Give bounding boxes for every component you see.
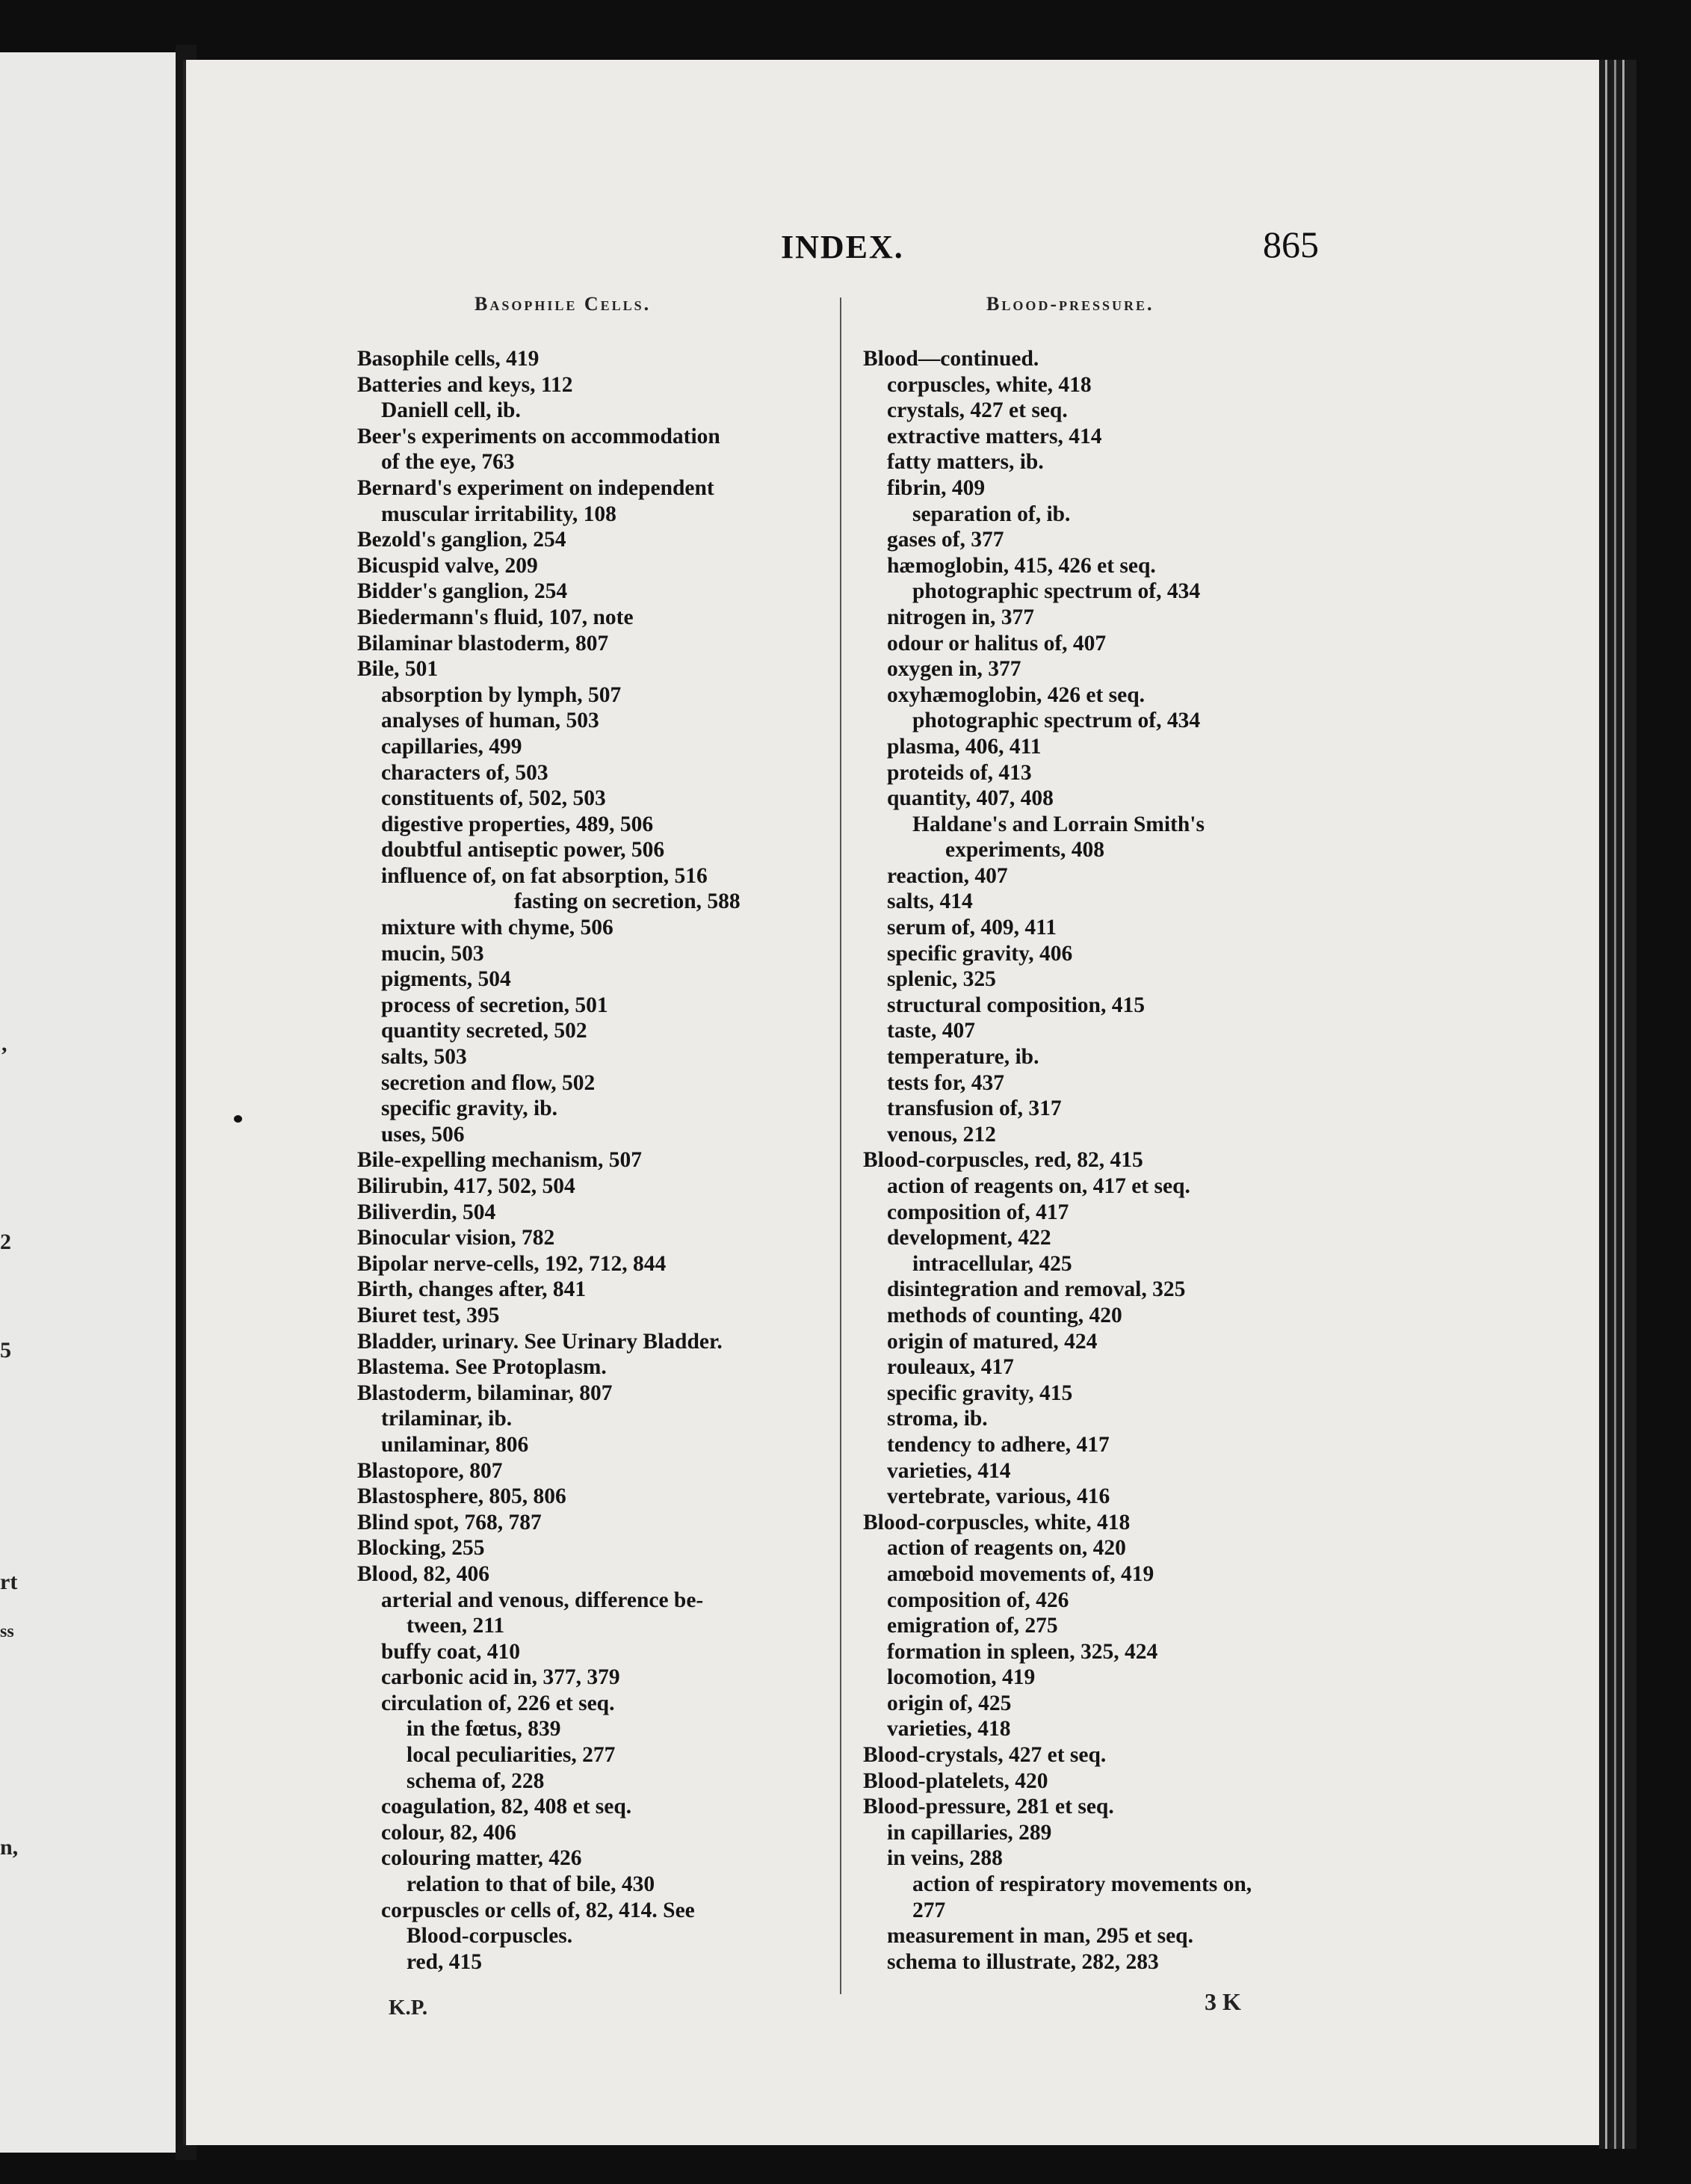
right-index-entry: photographic spectrum of, 434 [912,579,1201,604]
left-index-entry: mixture with chyme, 506 [381,916,613,940]
left-index-entry: Blocking, 255 [357,1536,485,1561]
right-index-entry: composition of, 417 [887,1200,1069,1224]
right-index-entry: development, 422 [887,1226,1051,1250]
left-index-entry: Blood, 82, 406 [357,1561,490,1586]
left-index-entry: arterial and venous, difference be- [381,1588,704,1612]
left-index-entry: Blood-corpuscles. [406,1924,573,1949]
previous-page-fragment: 5 [0,1338,11,1363]
left-index-entry: Bipolar nerve-cells, 192, 712, 844 [357,1251,667,1276]
left-index-entry: process of secretion, 501 [381,993,608,1017]
right-index-entry: methods of counting, 420 [887,1303,1122,1327]
right-index-entry: photographic spectrum of, 434 [912,709,1201,733]
right-index-entry: separation of, ib. [912,502,1071,526]
left-index-entry: Bernard's experiment on independent [357,475,714,500]
left-index-entry: Bidder's ganglion, 254 [357,579,568,604]
right-index-entry: amœboid movements of, 419 [887,1561,1154,1586]
left-index-entry: Bladder, urinary. See Urinary Bladder. [357,1329,723,1354]
previous-page-edge [0,52,176,2153]
right-index-entry: structural composition, 415 [887,993,1145,1017]
right-index-entry: action of respiratory movements on, [912,1872,1252,1897]
right-index-entry: gases of, 377 [887,528,1004,552]
right-index-entry: stroma, ib. [887,1407,988,1431]
left-index-entry: Blastosphere, 805, 806 [357,1484,566,1509]
right-index-entry: temperature, ib. [887,1045,1039,1070]
left-index-entry: Bilaminar blastoderm, 807 [357,631,609,655]
left-index-entry: Blind spot, 768, 787 [357,1510,542,1534]
right-index-entry: salts, 414 [887,889,973,914]
page-header-title: INDEX. [781,229,904,265]
right-index-entry: action of reagents on, 417 et seq. [887,1174,1190,1198]
left-index-entry: Bilirubin, 417, 502, 504 [357,1174,575,1198]
left-index-entry: uses, 506 [381,1122,465,1147]
footer-signature-right: 3 K [1205,1988,1241,2015]
left-index-entry: fasting on secretion, 588 [514,889,741,914]
left-index-entry: muscular irritability, 108 [381,502,616,526]
left-index-entry: Binocular vision, 782 [357,1226,555,1250]
right-index-column [863,346,1341,1975]
right-index-entry: experiments, 408 [945,838,1105,863]
left-index-entry: Bicuspid valve, 209 [357,553,538,578]
right-index-entry: extractive matters, 414 [887,424,1102,448]
right-index-entry: locomotion, 419 [887,1665,1036,1690]
right-index-entry: hæmoglobin, 415, 426 et seq. [887,553,1156,578]
left-index-entry: unilaminar, 806 [381,1432,529,1457]
right-index-entry: schema to illustrate, 282, 283 [887,1949,1159,1974]
left-index-entry: analyses of human, 503 [381,709,599,733]
left-index-entry: trilaminar, ib. [381,1407,513,1431]
left-index-entry: circulation of, 226 et seq. [381,1691,615,1715]
left-index-entry: mucin, 503 [381,941,484,966]
right-index-entry: serum of, 409, 411 [887,916,1057,940]
right-index-entry: reaction, 407 [887,863,1008,888]
left-index-entry: of the eye, 763 [381,450,515,475]
footer-signature-left: K.P. [389,1996,428,2020]
previous-page-fragment: rt [0,1570,18,1594]
page-number: 865 [1263,223,1319,265]
left-index-entry: Bezold's ganglion, 254 [357,528,566,552]
left-index-entry: absorption by lymph, 507 [381,682,622,707]
right-index-entry: corpuscles, white, 418 [887,372,1092,397]
right-index-entry: origin of matured, 424 [887,1329,1098,1354]
left-index-entry: characters of, 503 [381,760,548,785]
column-divider [840,297,841,1994]
left-index-entry: quantity secreted, 502 [381,1019,587,1043]
right-index-entry: emigration of, 275 [887,1614,1058,1638]
previous-page-fragment: ss [0,1622,14,1641]
left-index-entry: doubtful antiseptic power, 506 [381,838,665,863]
right-index-entry: oxyhæmoglobin, 426 et seq. [887,682,1146,707]
left-index-entry: carbonic acid in, 377, 379 [381,1665,620,1690]
right-index-entry: composition of, 426 [887,1588,1069,1612]
right-index-entry: specific gravity, 406 [887,941,1073,966]
right-index-entry: Blood—continued. [863,347,1039,371]
right-index-entry: plasma, 406, 411 [887,734,1042,759]
left-index-entry: schema of, 228 [406,1768,545,1793]
left-index-entry: Blastopore, 807 [357,1458,503,1483]
right-index-entry: fatty matters, ib. [887,450,1044,475]
left-column-heading: Basophile Cells. [474,293,652,315]
right-index-entry: tendency to adhere, 417 [887,1432,1110,1457]
previous-page-fragment: n, [0,1835,19,1860]
left-index-entry: secretion and flow, 502 [381,1070,596,1095]
right-index-entry: disintegration and removal, 325 [887,1277,1186,1302]
right-index-entry: nitrogen in, 377 [887,605,1034,629]
left-index-entry: local peculiarities, 277 [406,1743,616,1768]
right-index-entry: formation in spleen, 325, 424 [887,1639,1158,1664]
right-index-entry: action of reagents on, 420 [887,1536,1126,1561]
page-stack-edge [1599,60,1636,2149]
right-index-entry: specific gravity, 415 [887,1381,1073,1405]
right-index-entry: Blood-corpuscles, red, 82, 415 [863,1148,1143,1173]
left-index-entry: Bile, 501 [357,657,439,682]
left-index-entry: corpuscles or cells of, 82, 414. See [381,1898,695,1922]
left-index-entry: Bile-expelling mechanism, 507 [357,1148,643,1173]
left-index-entry: colour, 82, 406 [381,1820,516,1845]
left-index-entry: Blastoderm, bilaminar, 807 [357,1381,613,1405]
left-index-entry: Blastema. See Protoplasm. [357,1355,607,1380]
right-index-entry: quantity, 407, 408 [887,786,1054,811]
right-index-entry: fibrin, 409 [887,475,986,500]
right-index-entry: in veins, 288 [887,1846,1003,1871]
right-index-entry: Blood-crystals, 427 et seq. [863,1743,1107,1768]
left-index-entry: Batteries and keys, 112 [357,372,573,397]
left-index-entry: Biedermann's fluid, 107, note [357,605,634,629]
left-index-entry: salts, 503 [381,1045,467,1070]
left-index-entry: in the fœtus, 839 [406,1717,561,1742]
right-index-entry: in capillaries, 289 [887,1820,1052,1845]
right-index-entry: vertebrate, various, 416 [887,1484,1110,1509]
right-index-entry: rouleaux, 417 [887,1355,1014,1380]
previous-page-fragment: , [1,1031,7,1056]
left-index-entry: Basophile cells, 419 [357,347,540,371]
right-index-entry: origin of, 425 [887,1691,1012,1715]
left-index-entry: Birth, changes after, 841 [357,1277,587,1302]
right-index-entry: varieties, 414 [887,1458,1011,1483]
left-index-entry: pigments, 504 [381,967,511,992]
left-index-entry: buffy coat, 410 [381,1639,521,1664]
left-index-entry: red, 415 [406,1949,483,1974]
previous-page-fragment: 2 [0,1230,11,1254]
left-index-entry: influence of, on fat absorption, 516 [381,863,708,888]
right-index-entry: taste, 407 [887,1019,975,1043]
right-index-entry: intracellular, 425 [912,1251,1072,1276]
left-index-column [357,346,843,1975]
right-index-entry: Haldane's and Lorrain Smith's [912,812,1205,836]
left-index-entry: Biuret test, 395 [357,1303,500,1327]
right-index-entry: 277 [912,1898,946,1922]
ink-speck [234,1115,242,1123]
right-index-entry: tests for, 437 [887,1070,1005,1095]
right-index-entry: venous, 212 [887,1122,996,1147]
left-index-entry: tween, 211 [406,1614,505,1638]
left-index-entry: specific gravity, ib. [381,1096,557,1121]
right-index-entry: transfusion of, 317 [887,1096,1062,1121]
left-index-entry: coagulation, 82, 408 et seq. [381,1795,632,1819]
left-index-entry: relation to that of bile, 430 [406,1872,655,1897]
right-index-entry: Blood-corpuscles, white, 418 [863,1510,1131,1534]
left-index-entry: capillaries, 499 [381,734,522,759]
right-index-entry: Blood-pressure, 281 et seq. [863,1795,1114,1819]
left-index-entry: constituents of, 502, 503 [381,786,606,811]
left-index-entry: colouring matter, 426 [381,1846,582,1871]
right-index-entry: Blood-platelets, 420 [863,1768,1048,1793]
left-index-entry: digestive properties, 489, 506 [381,812,654,836]
left-index-entry: Biliverdin, 504 [357,1200,496,1224]
right-index-entry: odour or halitus of, 407 [887,631,1107,655]
left-index-entry: Beer's experiments on accommodation [357,424,720,448]
right-index-entry: measurement in man, 295 et seq. [887,1924,1193,1949]
left-index-entry: Daniell cell, ib. [381,398,521,423]
right-index-entry: varieties, 418 [887,1717,1011,1742]
right-column-heading: Blood-pressure. [986,293,1154,315]
right-index-entry: crystals, 427 et seq. [887,398,1068,423]
right-index-entry: proteids of, 413 [887,760,1032,785]
right-index-entry: oxygen in, 377 [887,657,1021,682]
right-index-entry: splenic, 325 [887,967,996,992]
